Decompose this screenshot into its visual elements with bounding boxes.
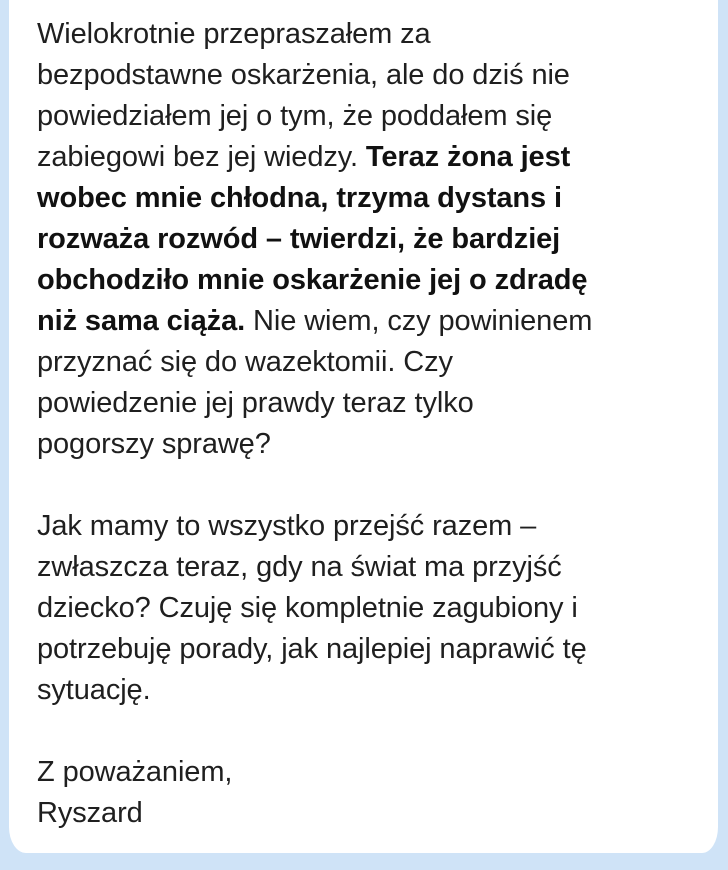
paragraph-1-text-start: Wielokrotnie przepraszałem za bezpodstawne oskarżenia, ale do dziś nie powiedziałem jej o tym, że poddałem się zabiegowi bez jej wiedzy.: [37, 18, 570, 173]
letter-body: [37, 14, 717, 834]
paragraph-1-text-end: Nie wiem, czy powinienem przyznać się do wazektomii. Czy powiedzenie jej prawdy teraz tylko pogorszy sprawę?: [37, 305, 593, 460]
paragraph-spacer: [37, 711, 717, 752]
letter-closing: Z poważaniem,: [37, 756, 233, 788]
paragraph-spacer: [37, 465, 717, 506]
letter-paragraph-2: Jak mamy to wszystko przejść razem – zwłaszcza teraz, gdy na świat ma przyjść dziecko? Czuję się kompletnie zagubiony i potrzebuję porady, jak najlepiej naprawić tę sytuację.: [37, 510, 587, 706]
letter-signature: Ryszard: [37, 797, 143, 829]
letter-paragraph-1: [37, 14, 717, 465]
paragraph-1-bold-text: Teraz żona jest wobec mnie chłodna, trzyma dystans i rozważa rozwód – twierdzi, że bardziej obchodziło mnie oskarżenie jej o zdradę niż sama ciąża.: [37, 141, 588, 337]
